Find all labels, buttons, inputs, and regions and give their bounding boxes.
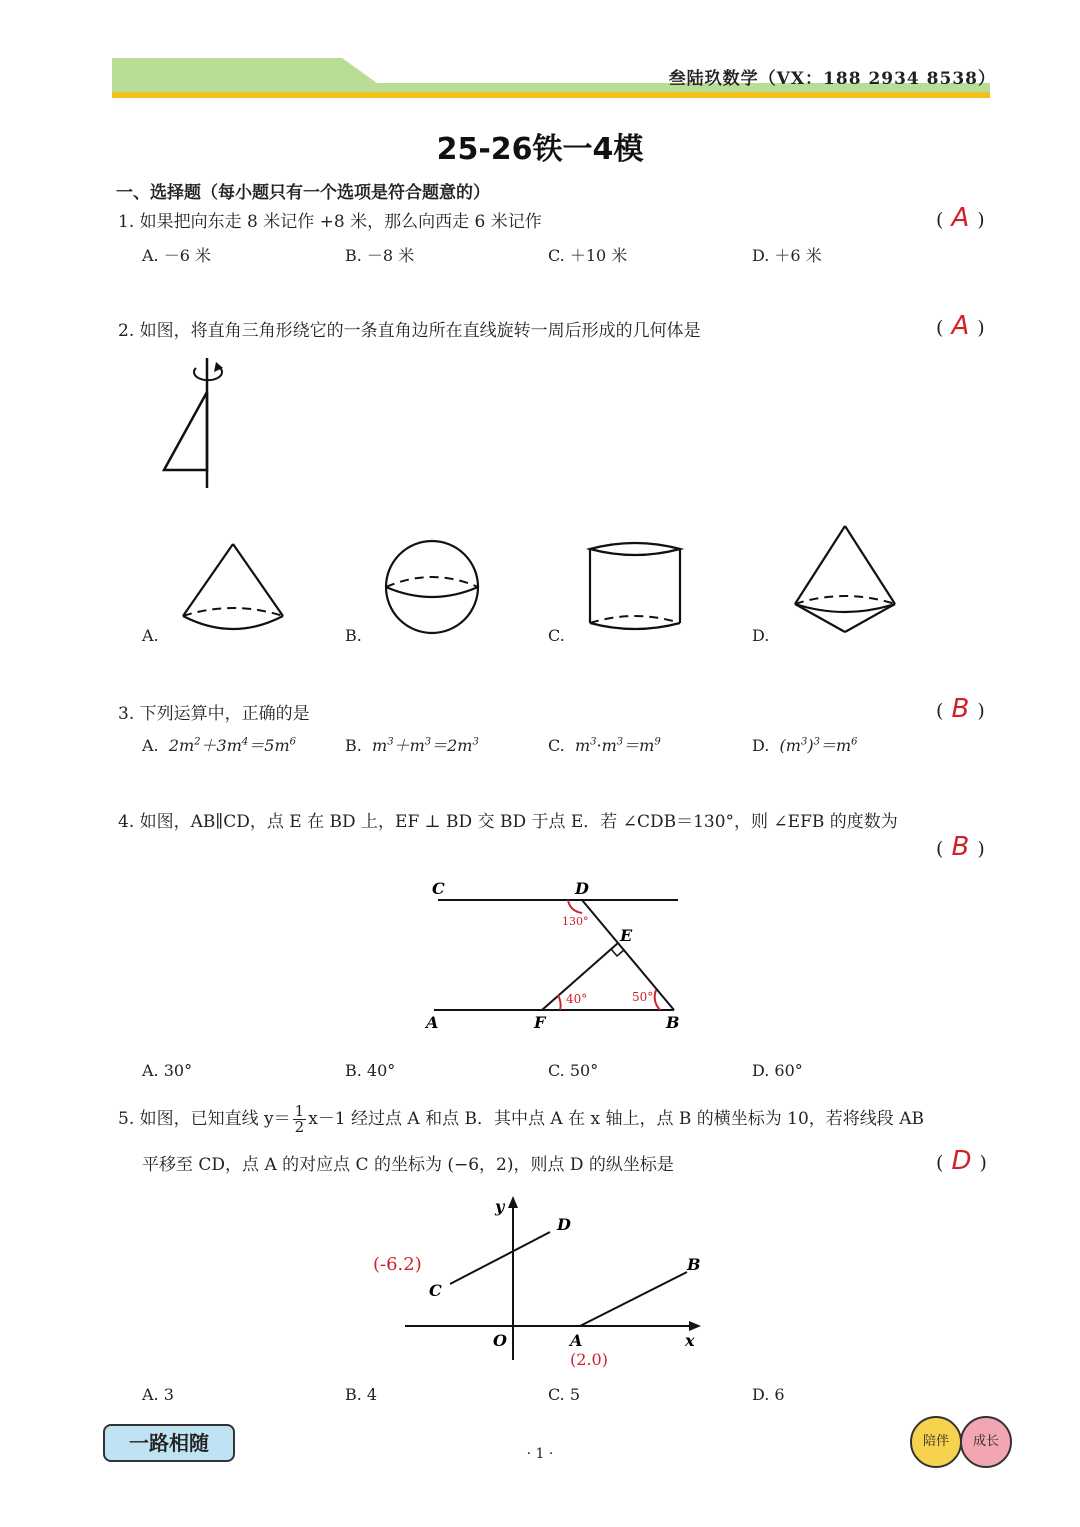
q2-label-a: A.: [142, 626, 159, 645]
q4-option-d: D. 60°: [752, 1061, 803, 1080]
answer-3: ( B ): [936, 694, 985, 724]
note-c-coord: (-6.2): [373, 1254, 422, 1275]
label-c: C: [432, 879, 445, 898]
question-3: 3. 下列运算中，正确的是: [118, 704, 310, 724]
point-c: C: [429, 1281, 442, 1300]
note-130: 130°: [562, 915, 589, 928]
double-cone-option-d: [790, 522, 900, 637]
fraction-one-half: $\frac{1}{2}$: [294, 1102, 305, 1136]
note-50: 50°: [632, 990, 654, 1004]
page-number: · 1 ·: [526, 1446, 554, 1462]
q3-option-d: D. $(m^3)^3=m^6$: [752, 736, 858, 755]
cone-option-a: [175, 538, 290, 638]
question-5-line-2: 平移至 CD，点 A 的对应点 C 的坐标为 (−6，2)，则点 D 的纵坐标是: [142, 1155, 674, 1175]
q2-label-b: B.: [345, 626, 362, 645]
q5-option-d: D. 6: [752, 1385, 785, 1404]
origin-o: O: [493, 1331, 507, 1350]
coordinate-figure: [365, 1192, 715, 1377]
label-f: F: [534, 1013, 546, 1032]
q2-label-c: C.: [548, 626, 565, 645]
q3-option-a: A. $2m^2+3m^4=5m^6$: [142, 736, 297, 755]
question-4: 4. 如图，AB∥CD，点 E 在 BD 上，EF ⊥ BD 交 BD 于点 E．若 ∠CDB＝130°，则 ∠EFB 的度数为: [118, 812, 898, 832]
sphere-option-b: [380, 535, 485, 640]
q4-option-a: A. 30°: [142, 1061, 193, 1080]
label-a: A: [426, 1013, 439, 1032]
point-a: A: [570, 1331, 583, 1350]
answer-4: ( B ): [936, 832, 985, 862]
answer-5: ( D ): [936, 1146, 987, 1176]
answer-2: ( A ): [936, 311, 985, 341]
label-b: B: [666, 1013, 680, 1032]
question-5-line-1: 5. 如图，已知直线 y＝ $\frac{1}{2}$ x－1 经过点 A 和点 B．其中点 A 在 x 轴上，点 B 的横坐标为 10，若将线段 AB: [118, 1102, 924, 1136]
point-d: D: [557, 1215, 571, 1234]
q3-option-c: C. $m^3\cdot m^3=m^9$: [548, 736, 661, 755]
note-a-coord: (2.0): [570, 1350, 608, 1369]
badge-companion: 陪伴: [910, 1416, 962, 1468]
cylinder-option-c: [585, 537, 687, 639]
q4-option-b: B. 40°: [345, 1061, 396, 1080]
q5-option-a: A. 3: [142, 1385, 174, 1404]
header-brand: 叁陆玖数学（VX：188 2934 8538）: [668, 69, 996, 89]
badge-growth: 成长: [960, 1416, 1012, 1468]
question-2: 2. 如图，将直角三角形绕它的一条直角边所在直线旋转一周后形成的几何体是: [118, 321, 701, 341]
q3-option-b: B. $m^3+m^3=2m^3$: [345, 736, 479, 755]
parallel-lines-figure: [420, 875, 690, 1035]
label-e: E: [620, 926, 633, 945]
q5-option-c: C. 5: [548, 1385, 581, 1404]
answer-1: ( A ): [936, 203, 985, 233]
q4-option-c: C. 50°: [548, 1061, 599, 1080]
q1-option-c: C. ＋10 米: [548, 246, 628, 265]
axis-y: y: [495, 1197, 505, 1216]
q5-option-b: B. 4: [345, 1385, 378, 1404]
point-b: B: [687, 1255, 701, 1274]
axis-x: x: [685, 1331, 695, 1350]
rotation-triangle-figure: [150, 350, 240, 495]
q1-option-b: B. －8 米: [345, 246, 415, 265]
section-title: 一、选择题（每小题只有一个选项是符合题意的）: [116, 183, 490, 203]
label-d: D: [575, 879, 589, 898]
page-title: 25-26铁一4模: [436, 132, 644, 167]
note-40: 40°: [566, 992, 588, 1006]
footer-slogan: 一路相随: [103, 1424, 235, 1462]
q1-option-d: D. ＋6 米: [752, 246, 822, 265]
question-1: 1. 如果把向东走 8 米记作 +8 米，那么向西走 6 米记作: [118, 212, 542, 232]
q1-option-a: A. －6 米: [142, 246, 211, 265]
q2-label-d: D.: [752, 626, 770, 645]
